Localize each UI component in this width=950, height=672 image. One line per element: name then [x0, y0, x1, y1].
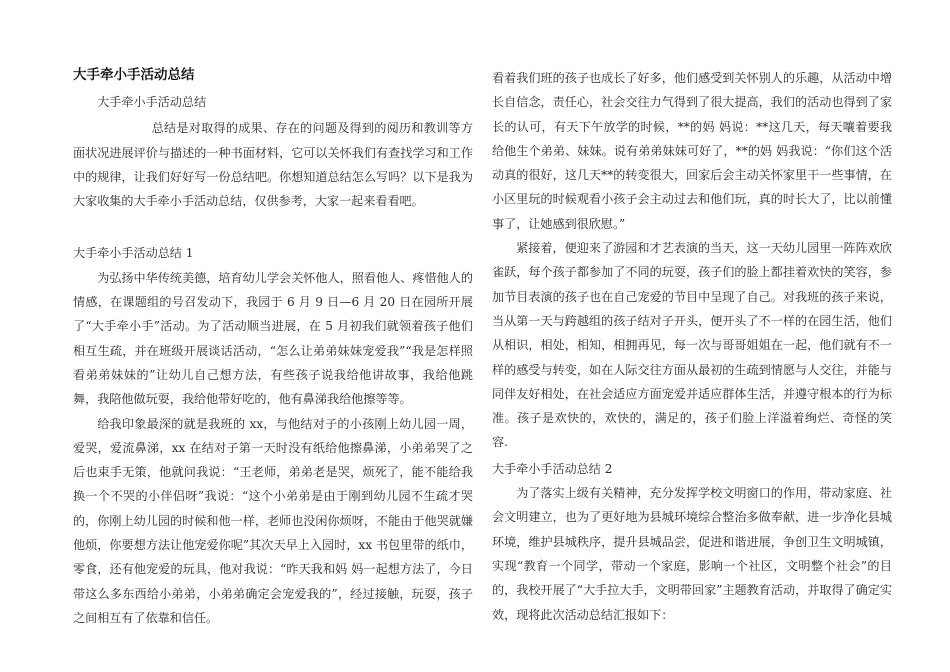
paragraph-3: 看着我们班的孩子也成长了好多，他们感受到关怀别人的乐趣，从活动中增长自信念，责任心，社会交往力气得到了很大提高，我们的活动也得到了家长的认可，有天下午放学的时候，**的妈 妈说：**这几天，每天嚷着要我给他生个弟弟、妹妹。说有弟弟妹妹可好了，**的妈 妈我说：“你们这个活动真的很好，这几天**的转变很大，回家后会主动关怀家里干一些事情，在小区里玩的时候观看小孩子会主动过去和他们玩，真的时长大了，比以前懂事了，让她感到很欣慰。” [492, 71, 892, 231]
left-column [73, 66, 473, 630]
document-subtitle: 大手牵小手活动总结 [97, 95, 207, 109]
section-heading-2: 大手牵小手活动总结 2 [492, 461, 613, 476]
intro-paragraph: 总结是对取得的成果、存在的问题及得到的阅历和教训等方面状况进展评价与描述的一种书面材料，它可以关怀我们有查找学习和工作中的规律，让我们好好写一份总结吧。你想知道总结怎么写吗？以下是我为大家收集的大手牵小手活动总结，仅供参考，大家一起来看看吧。 [73, 121, 473, 209]
paragraph-1: 为弘扬中华传统美德，培育幼儿学会关怀他人，照看他人、疼惜他人的情感，在课题组的号召发动下，我园于 6 月 9 日—6 月 20 日在园所开展了“大手牵小手”活动。为了活动顺当进展，在 5 月初我们就领着孩子他们相互生疏，并在班级开展谈话活动，“怎么让弟弟妹妹宠爱我”“我是怎样照看弟弟妹妹的”让幼儿自己想方法，有些孩子说我给他讲故事，我给他跳舞，我陪他做玩耍，我给他带好吃的，他有鼻涕我给他擦等等。 [73, 270, 473, 407]
paragraph-2: 给我印象最深的就是我班的 xx，与他结对子的小孩刚上幼儿园一周，爱哭，爱流鼻涕，xx 在结对子第一天时没有纸给他擦鼻涕，小弟弟哭了之后也束手无策，他就问我说：“王老师，弟弟老是哭，烦死了，能不能给我换一个不哭的小伴侣呀”我说：“这个小弟弟是由于刚到幼儿园不生疏才哭的，你刚上幼儿园的时候和他一样，老师也没闲你烦呀，不能由于他哭就嫌他烦，你要想方法让他宠爱你呢”其次天早上入园时，xx 书包里带的纸巾，零食，还有他宠爱的玩具，他对我说：“昨天我和妈 妈一起想方法了，今日带这么多东西给小弟弟，小弟弟确定会宠爱我的”，经过接触，玩耍，孩子之间相互有了依靠和信任。 [73, 416, 473, 625]
right-column [492, 66, 892, 627]
document-title: 大手牵小手活动总结 [73, 67, 195, 83]
paragraph-5: 为了落实上级有关精神，充分发挥学校文明窗口的作用，带动家庭、社会文明建立，也为了更好地为县城环境综合整治多做奉献，进一步净化县城环境，维护县城秩序，提升县城品尝，促进和谐进展，争创卫生文明城镇，实现“教育一个同学，带动一个家庭，影响一个社区，文明整个社会”的目的，我校开展了“大手拉大手，文明带回家”主题教育活动，并取得了确定实效，现将此次活动总结汇报如下： [492, 486, 892, 622]
section-heading-1: 大手牵小手活动总结 1 [73, 246, 194, 261]
paragraph-4: 紧接着，便迎来了游园和才艺表演的当天，这一天幼儿园里一阵阵欢欣雀跃，每个孩子都参加了不同的玩耍，孩子们的脸上都挂着欢快的笑容，参加节目表演的孩子也在自己宠爱的节目中呈现了自己。对我班的孩子来说，当从第一天与跨越组的孩子结对子开头，便开头了不一样的在园生活，他们从相识，相处，相知，相拥再见，每一次与哥哥姐姐在一起，他们就有不一样的感受与转变，如在人际交往方面从最初的生疏到情愿与人交往，并能与同伴友好相处，在社会适应方面宠爱并适应群体生活，并遵守根本的行为标准。孩子是欢快的，欢快的，满足的，孩子们脸上洋溢着绚烂、奇怪的笑容. [492, 241, 892, 450]
